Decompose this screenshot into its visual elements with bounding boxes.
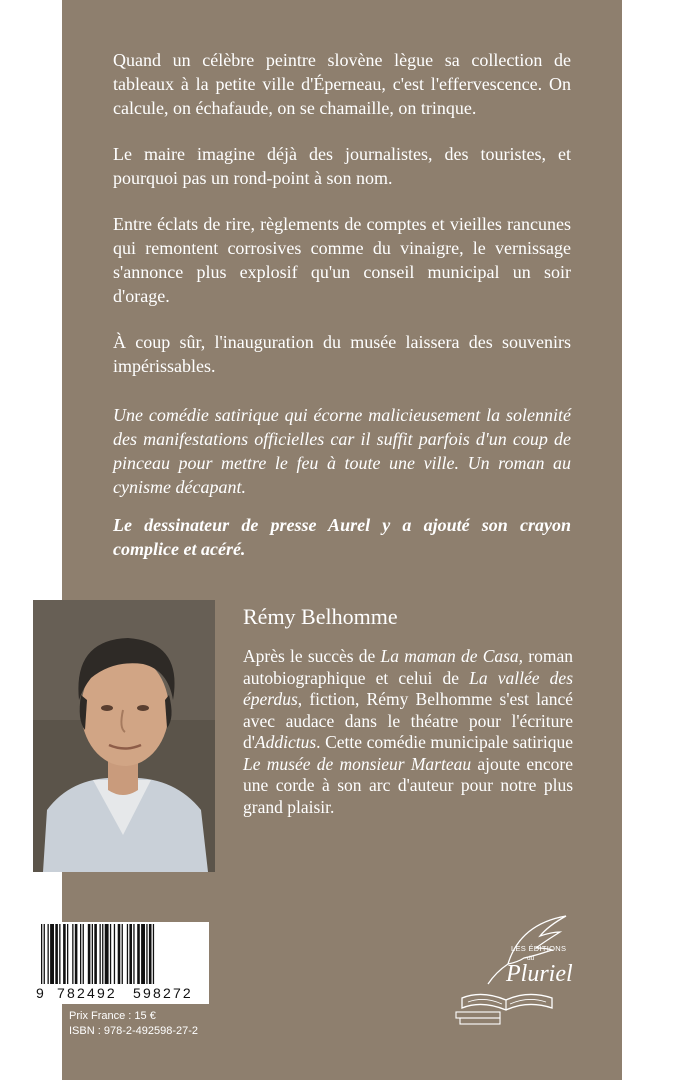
bio-title-3: Addictus xyxy=(254,732,317,752)
barcode-bar xyxy=(55,924,58,984)
barcode-bar xyxy=(122,924,123,984)
isbn: ISBN : 978-2-492598-27-2 xyxy=(69,1025,199,1037)
tagline-bold: Le dessinateur de presse Aurel y a ajouté son crayon complice et acéré. xyxy=(113,515,571,559)
bio-text: , fiction, Rémy Belhomme s'est lancé avec audace dans le théatre pour l'écriture d' xyxy=(243,689,573,752)
barcode-group-1: 782492 xyxy=(57,985,117,1001)
barcode-bar xyxy=(146,924,147,984)
bio-text: Après le succès de xyxy=(243,646,381,666)
barcode-bar xyxy=(153,924,154,984)
synopsis-paragraph-2: Le maire imagine déjà des journalistes, des touristes, et pourquoi pas un rond-point à son nom. xyxy=(113,144,571,188)
publisher-line-1: LES ÉDITIONS xyxy=(511,944,567,953)
barcode-digits xyxy=(33,985,209,1003)
barcode-bars xyxy=(41,924,201,986)
bio-title-2: La vallée des éperdus xyxy=(243,667,574,709)
barcode-bar xyxy=(149,924,152,984)
synopsis xyxy=(113,48,571,400)
barcode-bar xyxy=(63,924,66,984)
barcode-bar xyxy=(133,924,134,984)
barcode-bar xyxy=(44,924,45,984)
price: Prix France : 15 € xyxy=(69,1010,156,1022)
barcode-bar xyxy=(127,924,128,984)
bio-text: . Cette comédie municipale satirique xyxy=(316,732,573,752)
barcode-bar xyxy=(110,924,111,984)
tagline xyxy=(113,403,571,575)
author-photo xyxy=(33,600,215,872)
bio-text: roman autobiographique et celui de xyxy=(243,646,573,688)
barcode-bar xyxy=(94,924,97,984)
publisher-line-2: du xyxy=(527,955,535,962)
barcode-bar xyxy=(59,924,60,984)
barcode-bar xyxy=(129,924,132,984)
barcode-bar xyxy=(141,924,145,984)
barcode-bar xyxy=(80,924,81,984)
barcode-bar xyxy=(137,924,140,984)
author-name: Rémy Belhomme xyxy=(243,604,398,629)
barcode-bar xyxy=(67,924,68,984)
barcode-bar xyxy=(83,924,84,984)
barcode xyxy=(33,922,209,1004)
bio-text: ajoute encore une corde à son arc d'auteur pour notre plus grand plaisir. xyxy=(243,753,573,817)
barcode-bar xyxy=(92,924,93,984)
barcode-bar xyxy=(50,924,54,984)
synopsis-paragraph-1: Quand un célèbre peintre slovène lègue sa collection de tableaux à la petite ville d'Éperneau, c'est l'effervescence. On calcule, on échafaude, on se chamaille, on trinque. xyxy=(113,50,571,118)
barcode-bar xyxy=(105,924,109,984)
barcode-bar xyxy=(75,924,78,984)
barcode-bar xyxy=(100,924,101,984)
bio-title-4: Le musée de monsieur Marteau xyxy=(243,753,472,774)
synopsis-paragraph-4: À coup sûr, l'inauguration du musée laissera des souvenirs impérissables. xyxy=(113,332,571,376)
barcode-bar xyxy=(114,924,115,984)
barcode-lead-digit: 9 xyxy=(36,985,44,1001)
bio-title-1: La maman de Casa, xyxy=(380,646,524,666)
author-bio xyxy=(243,646,573,818)
barcode-bar xyxy=(72,924,73,984)
barcode-bar xyxy=(48,924,49,984)
publisher-name: Pluriel xyxy=(506,961,573,987)
synopsis-paragraph-3: Entre éclats de rire, règlements de comptes et vieilles rancunes qui remontent corrosives comme du vinaigre, le vernissage s'annonce plus explosif qu'un conseil municipal un soir d'orage. xyxy=(113,214,571,306)
barcode-bar xyxy=(41,924,42,984)
barcode-bar xyxy=(102,924,103,984)
tagline-italic: Une comédie satirique qui écorne malicieusement la solennité des manifestations officielles car il suffit parfois d'un coup de pinceau pour mettre le feu à toute une ville. Un roman au cynisme décapant. xyxy=(113,405,571,497)
barcode-group-2: 598272 xyxy=(133,985,193,1001)
barcode-bar xyxy=(88,924,91,984)
barcode-bar xyxy=(118,924,121,984)
